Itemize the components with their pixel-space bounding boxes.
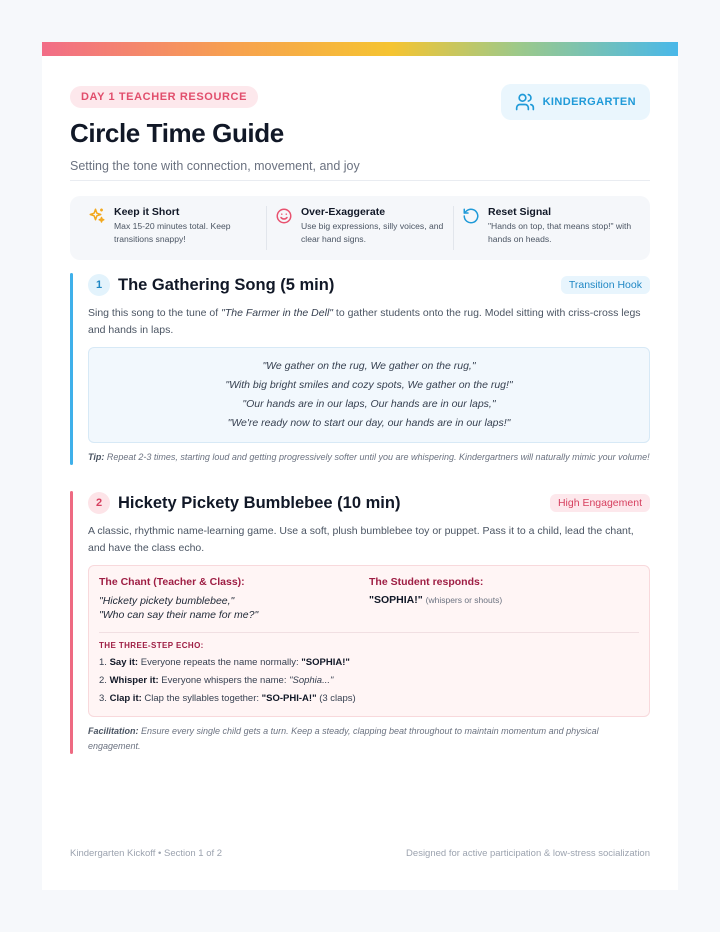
tip-title: Over-Exaggerate — [301, 206, 386, 218]
step-number: 2. — [99, 675, 107, 686]
lyric-line: "We're ready now to start our day, our hands are in our laps!" — [227, 417, 511, 429]
intro-text: to gather students onto the rug. Model sitting with criss-cross legs and hands in laps. — [88, 307, 641, 336]
users-icon — [515, 92, 535, 112]
echo-step — [99, 654, 639, 672]
rotate-icon — [462, 207, 480, 225]
tip-description: Use big expressions, silly voices, and clear hand signs. — [301, 221, 444, 244]
section-accent-bar — [70, 491, 73, 754]
section-number: 1 — [88, 274, 110, 296]
footer-left: Kindergarten Kickoff • Section 1 of 2 — [70, 848, 223, 859]
chant-column — [99, 576, 369, 622]
step-value: "Sophia..." — [289, 675, 334, 686]
step-label: Clap it: — [109, 693, 142, 704]
section-intro — [88, 305, 650, 339]
response-note: (whispers or shouts) — [425, 595, 503, 605]
chant-box — [88, 565, 650, 717]
lyric-line: "Our hands are in our laps, Our hands are in our laps," — [242, 398, 496, 410]
lyrics-box — [88, 347, 650, 443]
section-bumblebee — [70, 491, 650, 754]
tip-title: Keep it Short — [114, 206, 180, 218]
tip-note-label: Tip: — [88, 452, 105, 462]
page-title: Circle Time Guide — [70, 118, 284, 148]
chant-divider — [99, 632, 639, 633]
lyric-line: "We gather on the rug, We gather on the rug," — [262, 360, 476, 372]
tip-keep-short — [80, 206, 267, 250]
echo-list — [99, 654, 639, 708]
intro-text: Sing this song to the tune of — [88, 307, 222, 319]
header — [70, 86, 650, 173]
response-label: The Student responds: — [369, 576, 484, 588]
step-label: Say it: — [109, 657, 139, 668]
section-tag: Transition Hook — [561, 276, 650, 294]
tip-description: Max 15-20 minutes total. Keep transitions snappy! — [114, 221, 231, 244]
section-header — [88, 491, 650, 515]
tips-panel — [70, 196, 650, 260]
footer — [70, 848, 650, 859]
echo-label: THE THREE-STEP ECHO: — [99, 641, 204, 650]
chant-label: The Chant (Teacher & Class): — [99, 576, 245, 588]
facilitation-text: Ensure every single child gets a turn. Keep a steady, clapping beat throughout to maintain momentum and physical engagement. — [88, 726, 599, 751]
response-column — [369, 576, 639, 622]
step-label: Whisper it: — [109, 675, 159, 686]
facilitation-note — [88, 724, 650, 754]
section-title: Hickety Pickety Bumblebee (10 min) — [118, 493, 401, 512]
document-page — [42, 42, 678, 890]
step-text: Everyone whispers the name: — [158, 675, 290, 686]
step-text: Clap the syllables together: — [141, 693, 262, 704]
tune-name: "The Farmer in the Dell" — [221, 307, 333, 319]
step-number: 3. — [99, 693, 107, 704]
sparkles-icon — [88, 207, 106, 225]
section-gathering-song — [70, 273, 650, 465]
echo-step — [99, 690, 639, 708]
facilitation-label: Facilitation: — [88, 726, 139, 736]
step-number: 1. — [99, 657, 107, 668]
step-text: Everyone repeats the name normally: — [138, 657, 302, 668]
day-badge: DAY 1 TEACHER RESOURCE — [70, 86, 258, 108]
tip-note-text: Repeat 2-3 times, starting loud and getting progressively softer until you are whispering. Kindergartners will naturally mimic your volume! — [104, 452, 650, 462]
step-suffix: (3 claps) — [316, 693, 356, 704]
response-line — [369, 594, 639, 606]
section-title: The Gathering Song (5 min) — [118, 275, 335, 294]
tip-reset-signal — [454, 206, 640, 250]
footer-right: Designed for active participation & low-stress socialization — [406, 848, 650, 859]
header-divider — [70, 180, 650, 181]
tip-over-exaggerate — [267, 206, 454, 250]
section-intro: A classic, rhythmic name-learning game. Use a soft, plush bumblebee toy or puppet. Pass it to a child, lead the chant, and have the class echo. — [88, 525, 634, 554]
step-value: "SOPHIA!" — [301, 657, 350, 668]
grade-label: KINDERGARTEN — [542, 96, 636, 108]
response-name: "SOPHIA!" — [369, 594, 423, 606]
echo-step — [99, 672, 639, 690]
tip-title: Reset Signal — [488, 206, 552, 218]
chant-line: "Hickety pickety bumblebee," — [99, 595, 235, 607]
chant-line: "Who can say their name for me?" — [99, 609, 259, 621]
section-number: 2 — [88, 492, 110, 514]
section-accent-bar — [70, 273, 73, 465]
section-header — [88, 273, 650, 297]
grade-badge — [501, 84, 650, 120]
page-subtitle: Setting the tone with connection, movement, and joy — [70, 159, 360, 173]
tip-description: "Hands on top, that means stop!" with hands on heads. — [488, 221, 632, 244]
section-tag: High Engagement — [550, 494, 650, 512]
tip-note — [88, 450, 650, 465]
gradient-top-bar — [42, 42, 678, 56]
lyric-line: "With big bright smiles and cozy spots, We gather on the rug!" — [225, 379, 513, 391]
smile-icon — [275, 207, 293, 225]
step-value: "SO-PHI-A!" — [261, 693, 317, 704]
